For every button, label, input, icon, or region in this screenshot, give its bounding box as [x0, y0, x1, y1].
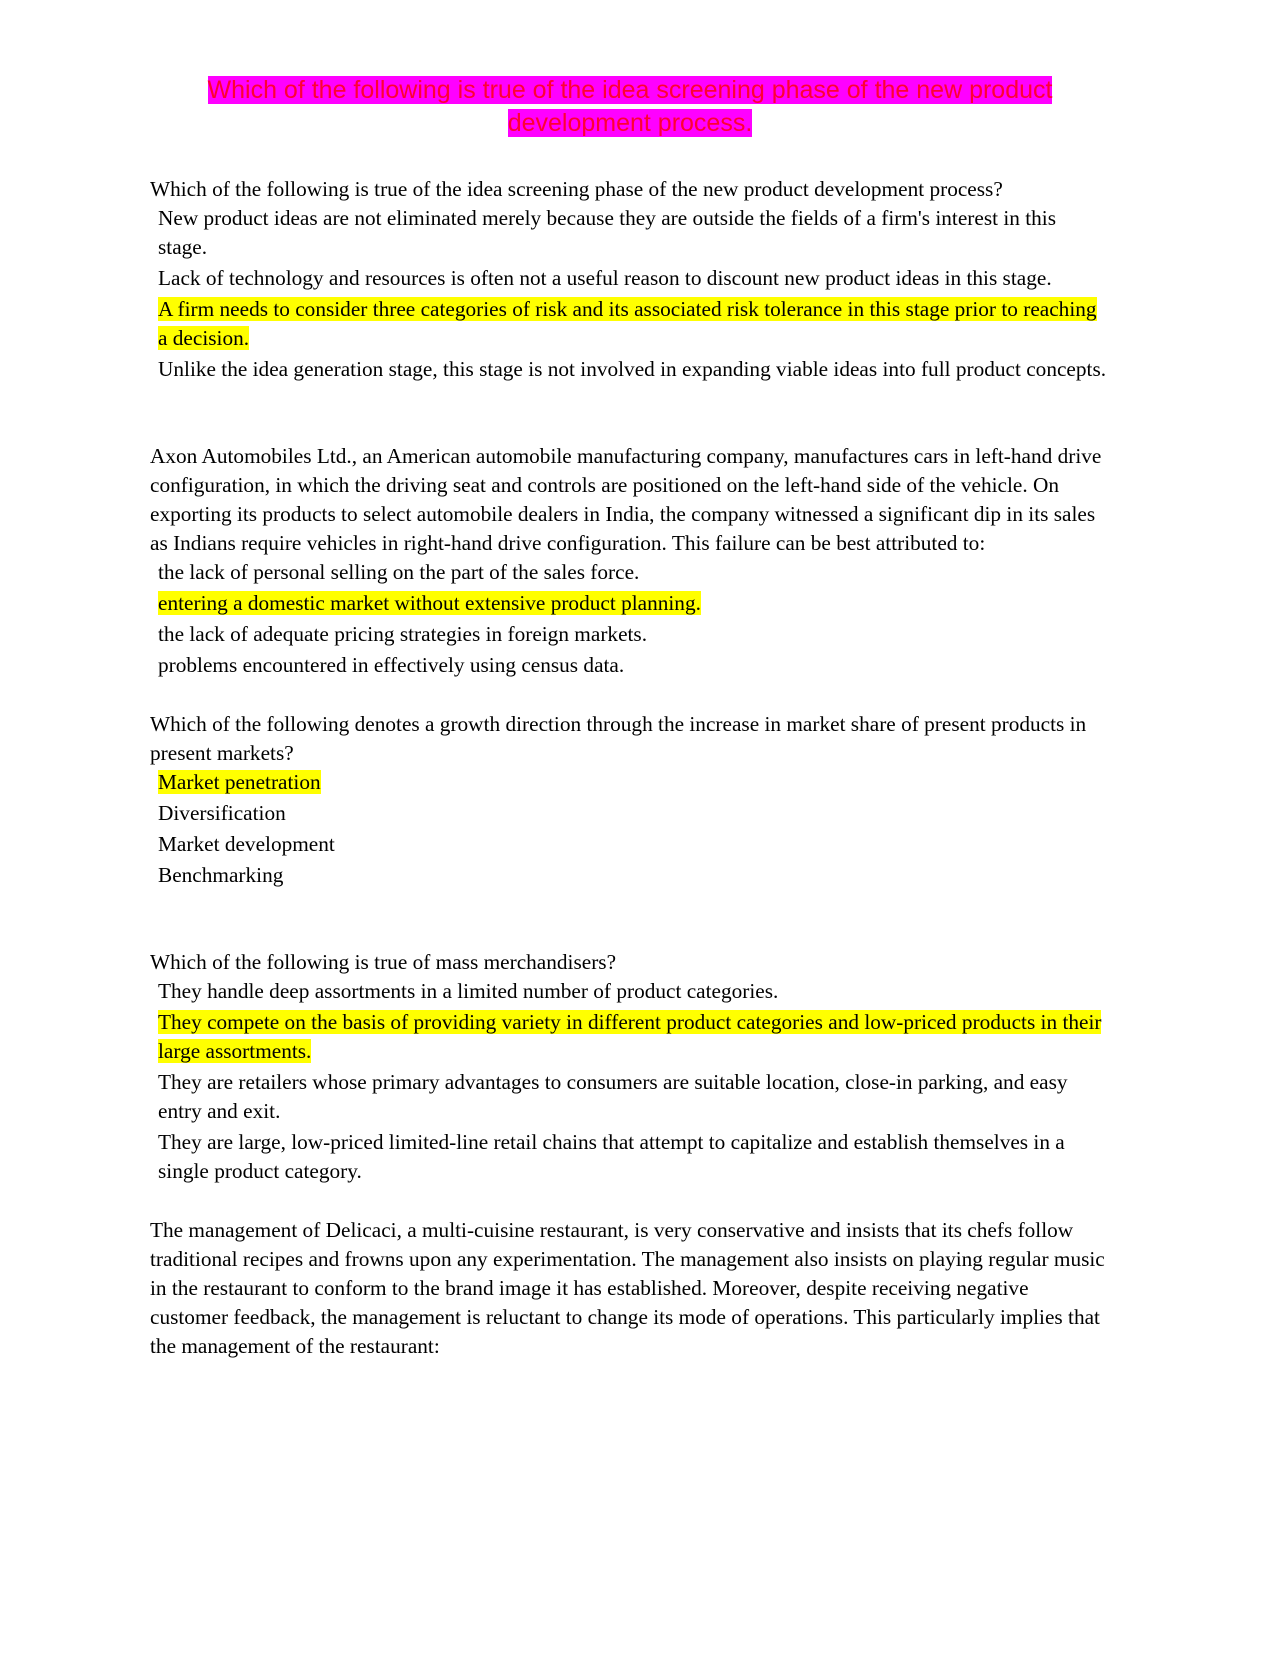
answer-option-highlighted: Market penetration — [158, 770, 321, 794]
answer-option: They handle deep assortments in a limited number of product categories. — [158, 979, 779, 1003]
answer-option-highlighted: entering a domestic market without extensive product planning. — [158, 591, 701, 615]
question-block — [150, 175, 1110, 384]
spacer — [150, 892, 1110, 948]
question-text: Which of the following denotes a growth direction through the increase in market share of present products in present markets? — [150, 712, 1087, 765]
answer-option: They are retailers whose primary advantages to consumers are suitable location, close-in parking, and easy entry and exit. — [158, 1070, 1068, 1123]
answer-option: They are large, low-priced limited-line retail chains that attempt to capitalize and establish themselves in a single product category. — [158, 1130, 1065, 1183]
answer-option: New product ideas are not eliminated merely because they are outside the fields of a firm's interest in this stage. — [158, 206, 1057, 259]
answer-option: Unlike the idea generation stage, this stage is not involved in expanding viable ideas into full product concepts. — [158, 357, 1107, 381]
question-text: Which of the following is true of the idea screening phase of the new product development process? — [150, 177, 1003, 201]
answer-option: Diversification — [158, 801, 286, 825]
spacer — [150, 1188, 1110, 1216]
question-text: The management of Delicaci, a multi-cuisine restaurant, is very conservative and insists that its chefs follow traditional recipes and frowns upon any experimentation. The management also insists on playing regular music in the restaurant to conform to the brand image it has established. Moreover, despite receiving negative customer feedback, the management is reluctant to change its mode of operations. This particularly implies that the management of the restaurant: — [150, 1218, 1105, 1358]
spacer — [150, 386, 1110, 442]
page-title — [150, 74, 1110, 140]
answer-option: problems encountered in effectively using census data. — [158, 653, 625, 677]
document-body — [150, 175, 1110, 1361]
answer-option: Market development — [158, 832, 335, 856]
question-block — [150, 1216, 1110, 1361]
answer-option: Lack of technology and resources is often not a useful reason to discount new product ideas in this stage. — [158, 266, 1052, 290]
answer-option: Benchmarking — [158, 863, 284, 887]
answer-option: the lack of adequate pricing strategies in foreign markets. — [158, 622, 648, 646]
page-title-text: Which of the following is true of the idea screening phase of the new product development process. — [207, 76, 1053, 137]
question-block — [150, 710, 1110, 890]
answer-option-highlighted: They compete on the basis of providing variety in different product categories and low-priced products in their large assortments. — [158, 1010, 1102, 1063]
question-block — [150, 948, 1110, 1186]
answer-option: the lack of personal selling on the part of the sales force. — [158, 560, 640, 584]
spacer — [150, 682, 1110, 710]
question-block — [150, 442, 1110, 680]
question-text: Axon Automobiles Ltd., an American automobile manufacturing company, manufactures cars in left-hand drive configuration, in which the driving seat and controls are positioned on the left-hand side of the vehicle. On exporting its products to select automobile dealers in India, the company witnessed a significant dip in its sales as Indians require vehicles in right-hand drive configuration. This failure can be best attributed to: — [150, 444, 1102, 555]
question-text: Which of the following is true of mass merchandisers? — [150, 950, 617, 974]
answer-option-highlighted: A firm needs to consider three categories of risk and its associated risk tolerance in this stage prior to reaching a decision. — [158, 297, 1097, 350]
